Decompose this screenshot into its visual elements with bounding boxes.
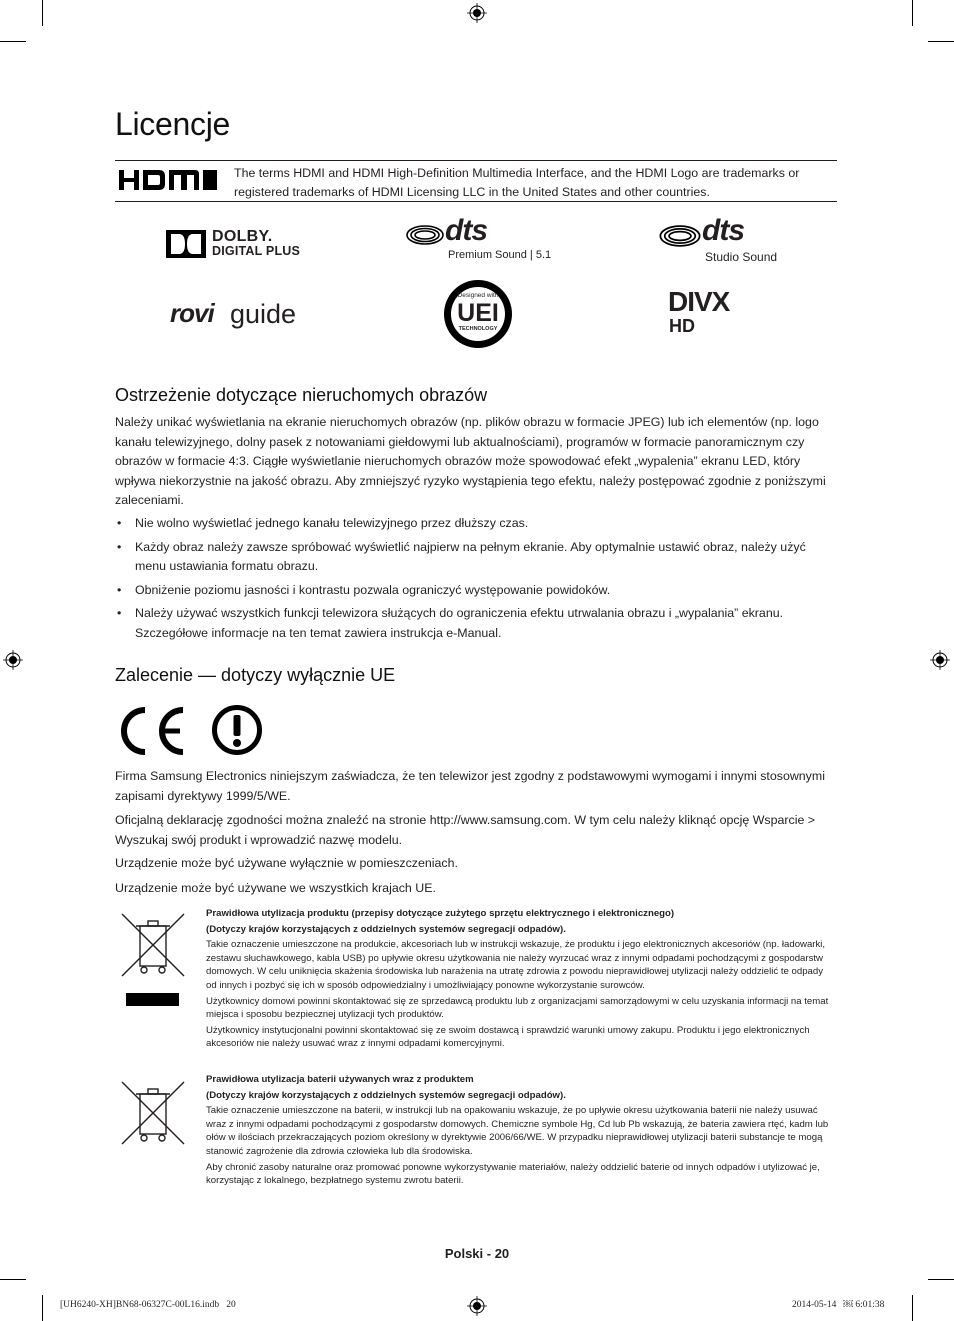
still-images-intro: Należy unikać wyświetlania na ekranie nieruchomych obrazów (np. plików obrazu w formacie JPEG) lub ich elementów (np. logo kanału telewizyjnego, dolny pasek z notowaniami giełdowymi lub aktualnościami), programów w formacie panoramicznym czy obrazów w formacie 4:3. Ciągłe wyświetlanie nieruchomych obrazów może spowodować efekt „wypalenia” ekranu LED, który wpływa niekorzystnie na jakość obrazu. Aby zmniejszyć ryzyko wystąpienia tego efektu, należy postępować zgodnie z poniższymi zaleceniami.	[115, 415, 826, 507]
registration-mark-icon	[467, 1296, 487, 1316]
list-item: • Obniżenie poziomu jasności i kontrastu pozwala ograniczyć występowanie powidoków.	[115, 581, 839, 601]
rovi-guide-logo	[170, 298, 310, 334]
divx-hd-text: HD	[669, 316, 695, 336]
ce-mark-icon	[114, 704, 188, 758]
registration-mark-icon	[930, 650, 950, 670]
crop-mark	[42, 1295, 43, 1321]
weee-black-bar	[126, 993, 179, 1006]
weee-product-p1: Takie oznaczenie umieszczone na produkcie, akcesoriach lub w instrukcji wskazuje, że produktu i jego elektronicznych akcesoriów (np. ładowarki, zestawu słuchawkowego, kabla USB) po upływie okresu użytkowania nie należy wyrzucać wraz z innymi odpadami pochodzącymi z gospodarstw domowych. W celu uniknięcia skażenia środowiska lub narażenia na utratę zdrowia z powodu nieprawidłowej utylizacji należy oddzielić te odpady od innych i pozbyć się ich w sposób odpowiedzialny i umożliwiający ponowne wykorzystanie surowców.	[206, 939, 826, 991]
crop-mark	[928, 41, 954, 42]
crop-mark	[42, 0, 43, 26]
weee-product-subtitle: (Dotyczy krajów korzystających z oddzielnych systemów segregacji odpadów).	[206, 923, 566, 935]
uei-logo	[442, 278, 514, 350]
hdmi-logo	[119, 168, 221, 192]
weee-product-p2: Użytkownicy domowi powinni skontaktować się ze sprzedawcą produktu lub z organizacjami samorządowymi w celu uzyskania informacji na temat miejsca i sposobu bezpiecznej utylizacji tych produktów.	[206, 995, 829, 1021]
weee-product-block	[206, 907, 832, 1053]
weee-product-title: Prawidłowa utylizacja produktu (przepisy dotyczące zużytego sprzętu elektrycznego i elektronicznego)	[206, 908, 675, 919]
dts-wordmark: dts	[702, 214, 744, 247]
list-item: • Należy używać wszystkich funkcji telewizora służących do ograniczenia efektu utrwalania obrazu i „wypalania” ekranu. Szczegółowe informacje na ten temat zawiera instrukcja e-Manual.	[115, 604, 839, 643]
eu-declaration-link-text: Oficjalną deklarację zgodności można znaleźć na stronie http://www.samsung.com. W tym celu należy kliknąć opcję Wsparcie > Wyszukaj swój produkt i wprowadzić nazwę modelu.	[115, 813, 816, 847]
dts-studio-subline: Studio Sound	[705, 250, 778, 264]
uei-wordmark: UEI	[457, 299, 499, 327]
weee-battery-title: Prawidłowa utylizacja baterii używanych wraz z produktem	[206, 1074, 474, 1085]
section-heading-still-images: Ostrzeżenie dotyczące nieruchomych obrazów	[115, 385, 488, 405]
dts-wordmark: dts	[445, 214, 487, 247]
crop-mark	[0, 41, 26, 42]
dts-premium-subline: Premium Sound | 5.1	[448, 249, 552, 261]
page-number: Polski - 20	[444, 1246, 510, 1261]
weee-battery-p2: Aby chronić zasoby naturalne oraz promować ponowne wykorzystywanie materiałów, należy oddzielić baterie od innych odpadów i utylizować je, korzystając z lokalnego, bezpłatnego systemu zwrotu baterii.	[206, 1161, 820, 1187]
dolby-wordmark: DOLBY.	[212, 228, 273, 245]
weee-product-p3: Użytkownicy instytucjonalni powinni skontaktować się ze swoim dostawcą i sprawdzić warunki umowy zakupu. Produktu i jego elektronicznych akcesoriów nie należy usuwać wraz z innymi odpadami komercyjnymi.	[206, 1024, 810, 1050]
divx-wordmark: DIVX	[668, 286, 730, 317]
weee-battery-block	[206, 1073, 832, 1190]
uei-bottom-text: TECHNOLOGY	[458, 326, 498, 332]
registration-mark-icon	[3, 650, 23, 670]
weee-battery-subtitle: (Dotyczy krajów korzystających z oddzielnych systemów segregacji odpadów).	[206, 1089, 566, 1101]
weee-battery-p1: Takie oznaczenie umieszczone na baterii, w instrukcji lub na opakowaniu wskazuje, że po upływie okresu użytkowania baterii nie należy usuwać wraz z innymi odpadami pochodzącymi z gospodarstw domowych. Chemiczne symbole Hg, Cd lub Pb wskazują, że bateria zawiera rtęć, kadm lub ołów w ilościach przekraczających poziom określony w dyrektywie 2006/66/WE. W przypadku nieprawidłowej utylizacji baterii substancje te mogą stanowić zagrożenie dla zdrowia człowieka lub dla środowiska.	[206, 1105, 829, 1157]
rovi-wordmark: rovi	[170, 298, 214, 328]
list-item: • Nie wolno wyświetlać jednego kanału telewizyjnego przez dłuższy czas.	[115, 514, 839, 534]
crop-mark	[912, 1295, 913, 1321]
crop-mark	[928, 1279, 954, 1280]
crop-mark	[912, 0, 913, 26]
eu-declaration-text: Firma Samsung Electronics niniejszym zaświadcza, że ten telewizor jest zgodny z podstawowymi wymogami i innymi stosownymi zapisami dyrektywy 1999/5/WE.	[115, 769, 825, 803]
page-title: Licencje	[115, 106, 231, 142]
rovi-guide-word: guide	[230, 299, 297, 329]
crossed-battery-bin-icon	[120, 1080, 186, 1146]
crop-mark	[0, 1279, 26, 1280]
divider	[115, 201, 837, 202]
divx-hd-logo	[668, 286, 778, 338]
eu-countries-text: Urządzenie może być używane we wszystkich krajach UE.	[115, 881, 436, 895]
alert-mark-icon	[211, 704, 263, 756]
section-heading-eu: Zalecenie — dotyczy wyłącznie UE	[115, 665, 396, 685]
hdmi-trademark-text: The terms HDMI and HDMI High-Definition Multimedia Interface, and the HDMI Logo are trademarks or registered trademarks of HDMI Licensing LLC in the United States and other countries.	[234, 166, 800, 199]
still-images-bullets	[115, 514, 839, 647]
dolby-subline: DIGITAL PLUS	[212, 244, 301, 258]
divider	[115, 160, 837, 161]
date-slug: 2014-05-14 ￼ 6:01:38	[792, 1300, 885, 1310]
registration-mark-icon	[467, 3, 487, 23]
file-slug: [UH6240-XH]BN68-06327C-00L16.indb 20	[60, 1300, 236, 1310]
eu-indoor-text: Urządzenie może być używane wyłącznie w pomieszczeniach.	[115, 856, 458, 870]
dts-studio-sound-logo	[658, 214, 788, 266]
uei-top-text: Designed with	[457, 292, 499, 299]
dts-premium-sound-logo	[405, 214, 565, 266]
list-item: • Każdy obraz należy zawsze spróbować wyświetlić najpierw na pełnym ekranie. Aby optymalnie ustawić obraz, należy użyć menu ustawiania formatu obrazu.	[115, 538, 839, 577]
dolby-digital-plus-logo	[166, 228, 316, 260]
crossed-bin-icon	[120, 912, 186, 978]
